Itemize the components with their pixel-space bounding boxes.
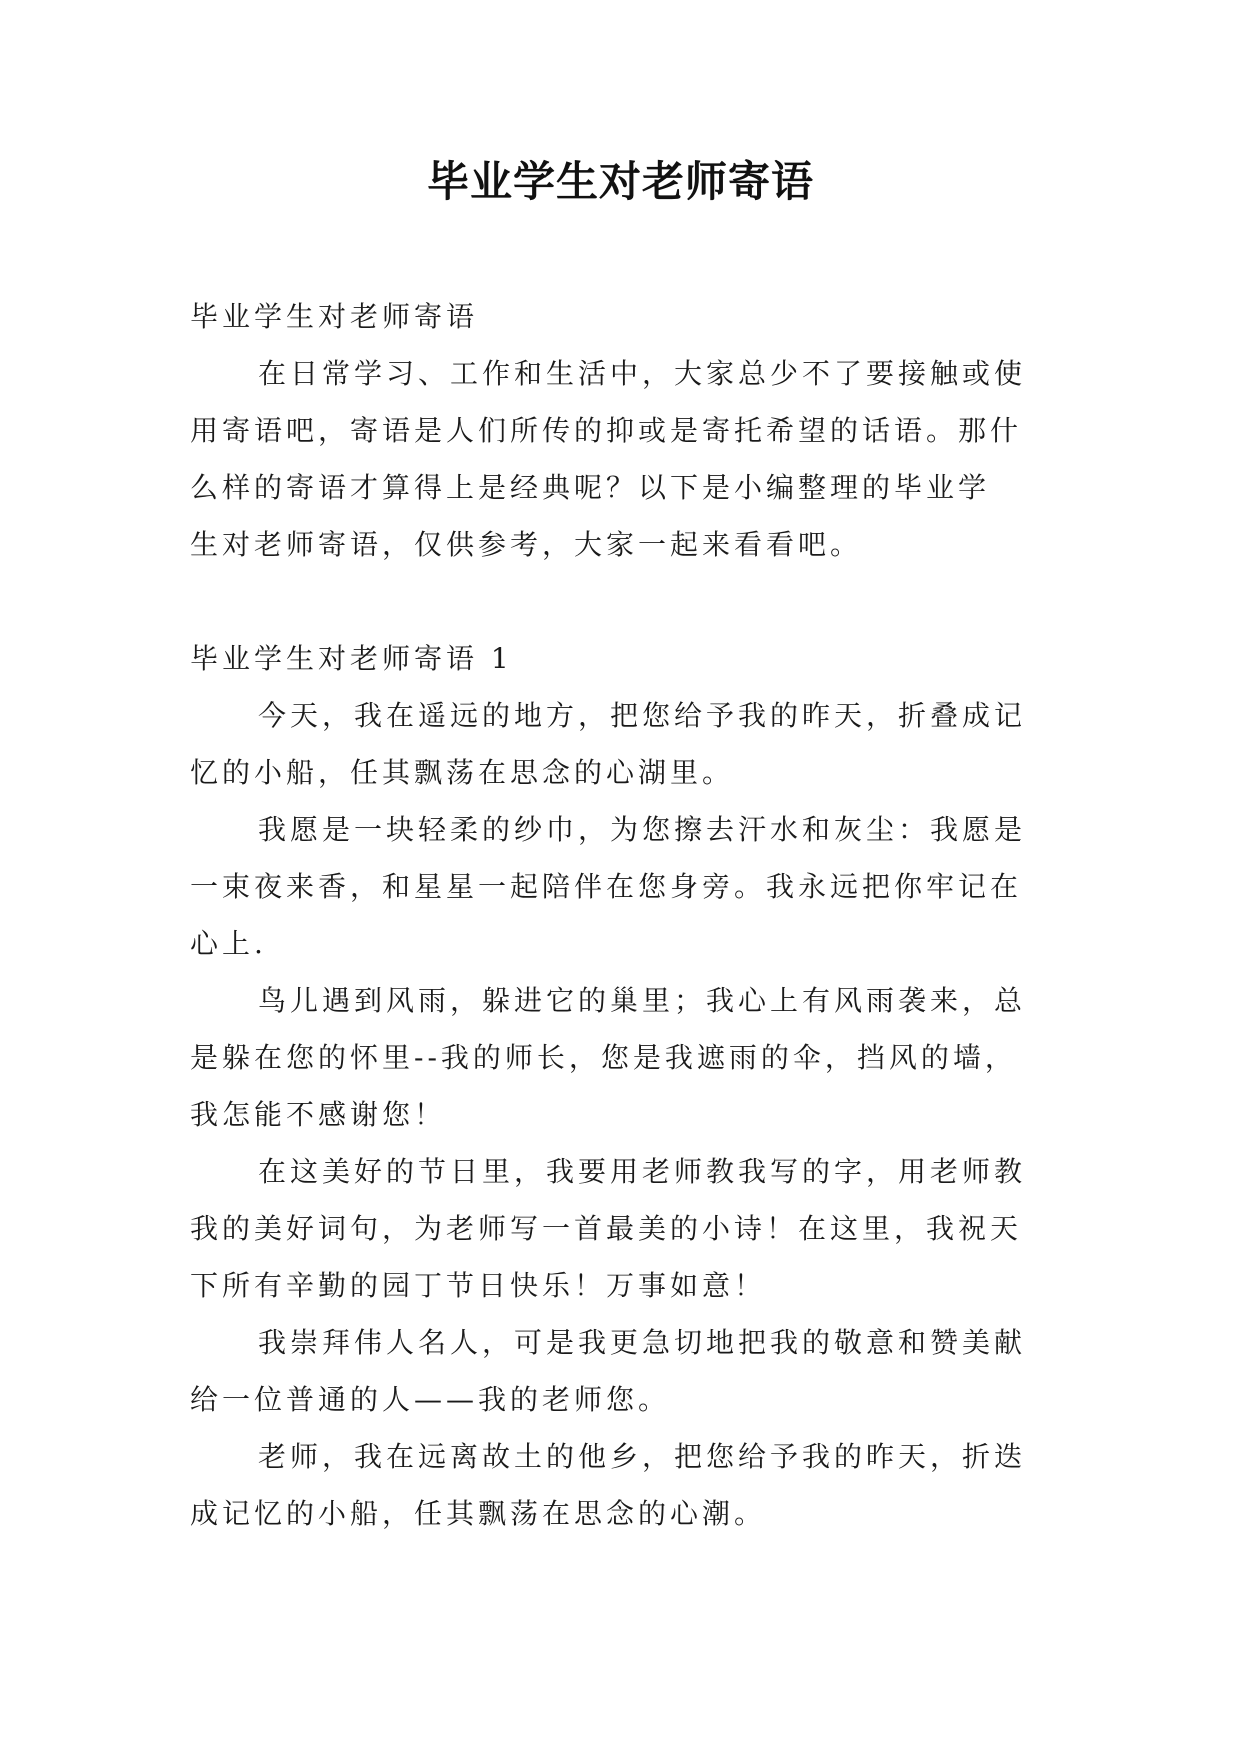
document-title: 毕业学生对老师寄语 (426, 157, 814, 206)
paragraph-line: 今天，我在遥远的地方，把您给予我的昨天，折叠成记 (258, 699, 1027, 732)
paragraph-line: 是躲在您的怀里--我的师长，您是我遮雨的伞，挡风的墙， (190, 1041, 1017, 1074)
paragraph-line: 成记忆的小船，任其飘荡在思念的心潮。 (190, 1497, 767, 1530)
paragraph-line: 下所有辛勤的园丁节日快乐！万事如意！ (190, 1269, 767, 1302)
intro-paragraph-line: 在日常学习、工作和生活中，大家总少不了要接触或使 (258, 357, 1027, 390)
paragraph-line: 我崇拜伟人名人，可是我更急切地把我的敬意和赞美献 (258, 1326, 1027, 1359)
paragraph-line: 我的美好词句，为老师写一首最美的小诗！在这里，我祝天 (190, 1212, 1023, 1245)
paragraph-line: 一束夜来香，和星星一起陪伴在您身旁。我永远把你牢记在 (190, 870, 1023, 903)
intro-paragraph-line: 么样的寄语才算得上是经典呢？以下是小编整理的毕业学 (190, 471, 991, 504)
paragraph-line: 在这美好的节日里，我要用老师教我写的字，用老师教 (258, 1155, 1027, 1188)
intro-heading: 毕业学生对老师寄语 (190, 300, 479, 333)
paragraph-line: 老师，我在远离故土的他乡，把您给予我的昨天，折迭 (258, 1440, 1027, 1473)
paragraph-line: 鸟儿遇到风雨，躲进它的巢里；我心上有风雨袭来，总 (258, 984, 1027, 1017)
paragraph-line: 给一位普通的人——我的老师您。 (190, 1383, 671, 1416)
section-heading: 毕业学生对老师寄语 1 (190, 642, 513, 675)
document-body (190, 288, 1070, 1542)
paragraph-line: 心上. (190, 927, 267, 960)
section-spacer (190, 573, 1070, 630)
intro-paragraph-line: 用寄语吧，寄语是人们所传的抑或是寄托希望的话语。那什 (190, 414, 1023, 447)
intro-paragraph-line: 生对老师寄语，仅供参考，大家一起来看看吧。 (190, 528, 863, 561)
paragraph-line: 我怎能不感谢您！ (190, 1098, 447, 1131)
paragraph-line: 我愿是一块轻柔的纱巾，为您擦去汗水和灰尘：我愿是 (258, 813, 1027, 846)
paragraph-line: 忆的小船，任其飘荡在思念的心湖里。 (190, 756, 735, 789)
